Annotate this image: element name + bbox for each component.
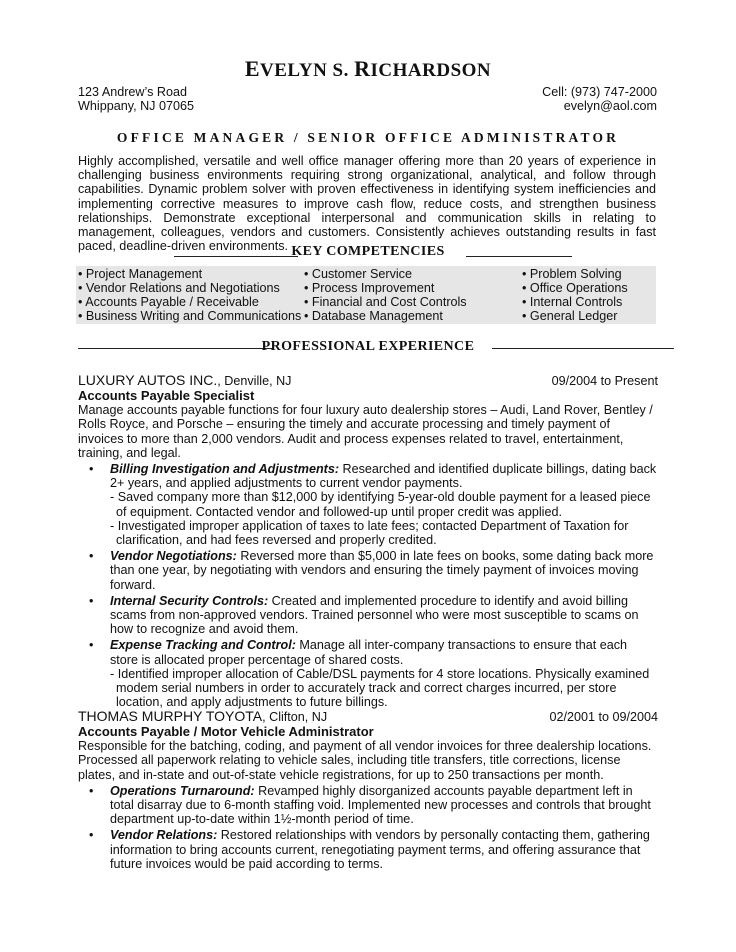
achievement-item (78, 828, 658, 871)
summary-paragraph: Highly accomplished, versatile and well office manager offering more than 20 years of experience in challenging business environments requiring strong organizational, analytical, and follow through capabilities. Dynamic problem solver with proven effectiveness in identifying system inefficiencies and implementing corrective measures to improve cash flow, reduce costs, and strengthen business relationships. Demonstrate exceptional interpersonal and communication skills in relating to management, colleagues, vendors and customers. Consistently achieves outstanding results in fast paced, deadline-driven environments. (78, 154, 656, 254)
company-location: , Denville, NJ (217, 374, 292, 388)
job-role: Accounts Payable Specialist (78, 388, 255, 403)
competency-item: • Database Management (304, 309, 443, 323)
contact-phone: Cell: (973) 747-2000 (542, 85, 657, 99)
resume-name (0, 56, 736, 81)
achievement-item (78, 549, 658, 592)
competency-item: • Process Improvement (304, 281, 435, 295)
achievement-text: Created and implemented procedure to identify and avoid billing scams from non-approved vendors. Trained personnel who were most susceptible to scams on how to recognize and avoid them. (110, 593, 639, 637)
company-name: LUXURY AUTOS INC. (78, 372, 218, 388)
job-role: Accounts Payable / Motor Vehicle Administrator (78, 724, 374, 739)
achievement-text: Revamped highly disorganized accounts payable department left in total disarray due to 6-month staffing void. Implemented new processes and controls that brought department up-to-date within 1½-month period of time. (110, 783, 651, 827)
achievement-text: Restored relationships with vendors by personally contacting them, gathering information to bring accounts current, renegotiating payment terms, and offering assurance that future invoices would be paid according to terms. (110, 828, 650, 871)
bullet-icon: • (89, 783, 94, 798)
company-name: THOMAS MURPHY TOYOTA (78, 708, 263, 724)
competency-item: • General Ledger (522, 309, 618, 323)
job-header (78, 373, 658, 389)
competencies-heading: KEY COMPETENCIES (291, 244, 445, 259)
achievement-lead: Billing Investigation and Adjustments: (110, 462, 340, 477)
job-description: Responsible for the batching, coding, and payment of all vendor invoices for three dealership locations. Processed all paperwork relating to vehicle sales, including title transfers, title corrections, license plates, and in-state and out-of-state vehicle registrations, for up to 250 transactions per month. (78, 739, 652, 782)
competency-item: • Business Writing and Communications (78, 309, 302, 323)
contact-email[interactable]: evelyn@aol.com (563, 99, 657, 114)
name-first-initial: E (244, 56, 261, 81)
address-city: Whippany, NJ 07065 (78, 99, 194, 114)
bullet-icon: • (89, 638, 94, 653)
competency-item: • Vendor Relations and Negotiations (78, 281, 280, 295)
name-last-initial: R (354, 56, 371, 81)
job-header (78, 709, 658, 725)
bullet-icon: • (89, 549, 94, 564)
job-dates: 02/2001 to 09/2004 (549, 710, 658, 724)
bullet-icon: • (89, 828, 94, 843)
experience-heading: PROFESSIONAL EXPERIENCE (261, 339, 475, 354)
competency-item: • Customer Service (304, 267, 412, 281)
competency-item: • Financial and Cost Controls (304, 295, 467, 309)
competency-item: • Problem Solving (522, 267, 622, 281)
achievement-lead: Operations Turnaround: (110, 783, 255, 798)
competencies-column-2 (304, 267, 467, 323)
contact-block (542, 85, 657, 113)
achievement-list (78, 784, 658, 871)
bullet-icon: • (89, 462, 94, 477)
achievement-item (78, 638, 658, 709)
achievement-item (78, 784, 658, 827)
job-entry (78, 709, 658, 873)
competency-item: • Project Management (78, 267, 203, 281)
bullet-icon: • (89, 593, 94, 608)
job-dates: 09/2004 to Present (551, 374, 658, 388)
achievement-lead: Expense Tracking and Control: (110, 638, 296, 653)
competency-item: • Accounts Payable / Receivable (78, 295, 259, 309)
name-first-rest: VELYN (260, 60, 328, 81)
competency-item: • Internal Controls (522, 295, 623, 309)
achievement-lead: Vendor Negotiations: (110, 549, 237, 564)
achievement-item (78, 462, 658, 547)
professional-title: OFFICE MANAGER / SENIOR OFFICE ADMINISTRATOR (116, 130, 620, 145)
achievement-text: Researched and identified duplicate billings, dating back 2+ years, and applied adjustments to current vendor payments. (110, 462, 657, 491)
job-description: Manage accounts payable functions for four luxury auto dealership stores – Audi, Land Rover, Bentley / Rolls Royce, and Porsche – ensuring the timely and accurate processing and timely payment of invoices to more than 2,000 vendors. Audit and process expenses related to travel, entertainment, training, and legal. (78, 403, 653, 460)
achievement-lead: Vendor Relations: (110, 828, 218, 843)
competencies-column-1 (78, 267, 301, 323)
achievement-detail: - Saved company more than $12,000 by identifying 5-year-old double payment for a leased piece of equipment. Contacted vendor and followed-up until proper credit was applied. (110, 490, 651, 519)
address-street: 123 Andrew’s Road (78, 85, 187, 99)
achievement-text: Reversed more than $5,000 in late fees on books, some dating back more than one year, by negotiating with vendors and ensuring the timely payment of invoices moving forward. (110, 549, 654, 592)
competency-item: • Office Operations (522, 281, 628, 295)
job-entry (78, 373, 658, 711)
achievement-list (78, 462, 658, 709)
achievement-text: Manage all inter-company transactions to ensure that each store is allocated proper percentage of shared costs. (110, 638, 628, 667)
achievement-detail: - Investigated improper application of taxes to late fees; contacted Department of Taxation for clarification, and had fees reversed and properly credited. (110, 518, 629, 548)
company-location: , Clifton, NJ (262, 710, 328, 724)
name-middle: S. (332, 60, 349, 81)
competencies-column-3 (522, 267, 628, 323)
achievement-detail: - Identified improper allocation of Cable/DSL payments for 4 store locations. Physically examined modem serial numbers in order to accurately track and correct charges incurred, per store location, and apply adjustments to future billings. (110, 666, 650, 710)
achievement-lead: Internal Security Controls: (110, 593, 269, 608)
name-last-rest: ICHARDSON (370, 60, 492, 81)
achievement-item (78, 594, 658, 637)
address-block (78, 85, 194, 113)
